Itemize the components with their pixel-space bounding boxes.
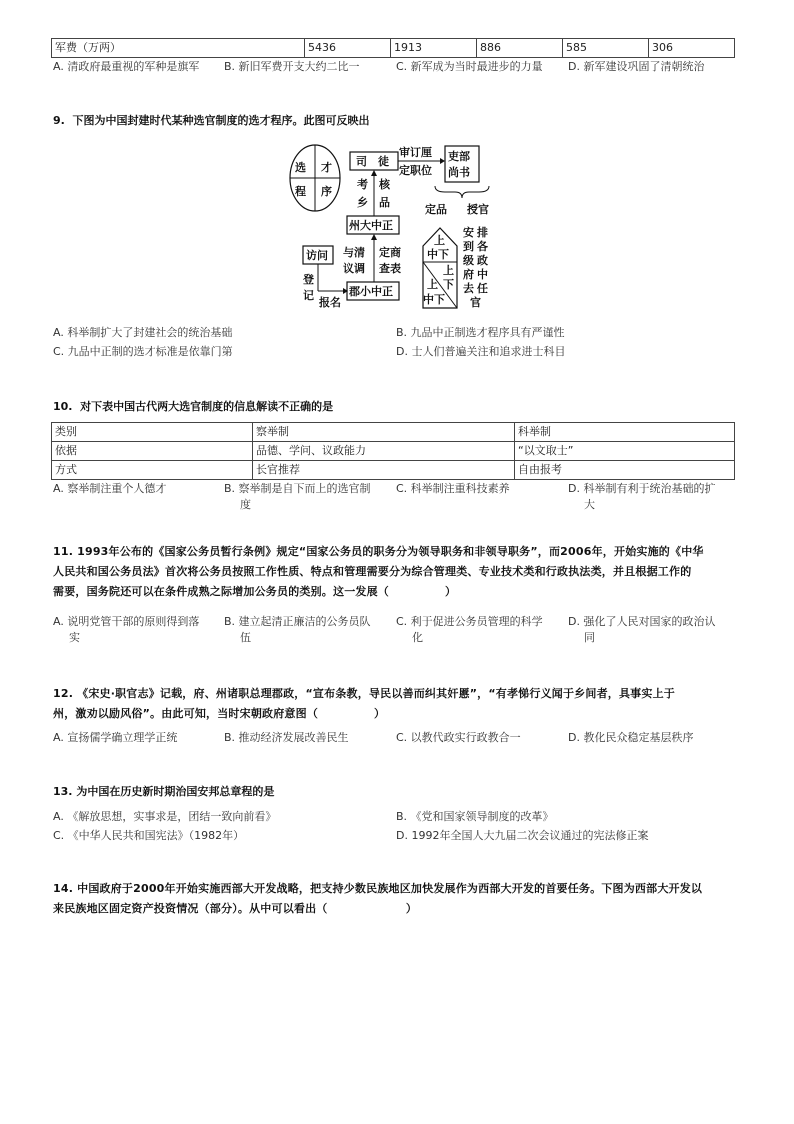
- q12-option-d[interactable]: D. 教化民众稳定基层秩序: [568, 731, 694, 744]
- q13-option-c[interactable]: C. 《中华人民共和国宪法》（1982年）: [53, 829, 245, 842]
- q8-option-d[interactable]: D. 新军建设巩固了清朝统治: [568, 60, 705, 73]
- q14-line: 来民族地区固定资产投资情况（部分）。从中可以看出（ ）: [53, 902, 418, 915]
- oval-char: 序: [321, 185, 332, 198]
- svg-text:排: 排: [477, 226, 488, 239]
- q12-stem: [53, 684, 743, 724]
- q10-option-c[interactable]: C. 科举制注重科技素养: [396, 482, 510, 495]
- q11-option-d-line1: D. 强化了人民对国家的政治认: [568, 615, 716, 628]
- table-cell: 品德、学问、议政能力: [253, 442, 515, 461]
- rank-label: 上: [434, 234, 445, 247]
- q12-line: 12. 《宋史·职官志》记载，府、州诸职总理郡政，“宣布条教，导民以善而纠其奸慝”，“有孝悌行义闻于乡间者，具事实上于: [53, 687, 675, 700]
- q11-option-b-line1: B. 建立起清正廉洁的公务员队: [224, 615, 371, 628]
- q10-number: 10.: [53, 400, 73, 413]
- oval-char: 程: [295, 185, 306, 198]
- q9-text: 下图为中国封建时代某种选官制度的选才程序。此图可反映出: [72, 114, 370, 127]
- q9-number: 9.: [53, 114, 65, 127]
- q9-option-a[interactable]: A. 科举制扩大了封建社会的统治基础: [53, 326, 233, 339]
- rank-label: 上: [443, 264, 454, 277]
- oval-char: 才: [321, 161, 332, 174]
- q14-line: 14. 中国政府于2000年开始实施西部大开发战略，把支持少数民族地区加快发展作为西部大开发的首要任务。下图为西部大开发以: [53, 882, 703, 895]
- ding-shang-label: 定商: [379, 246, 401, 259]
- cha-biao-label: 查表: [379, 262, 401, 275]
- table-cell: 察举制: [253, 423, 515, 442]
- q13-option-d[interactable]: D. 1992年全国人大九届二次会议通过的宪法修正案: [396, 829, 649, 842]
- q9-stem: [53, 111, 370, 131]
- table-cell: 类别: [52, 423, 253, 442]
- dingpin-label: 定品: [425, 203, 447, 216]
- table-cell: 长官推荐: [253, 461, 515, 480]
- q12-line: 州，激劝以励风俗”。由此可知，当时宋朝政府意图（ ）: [53, 707, 386, 720]
- q11-option-a[interactable]: [53, 614, 199, 646]
- xiang-label: 乡: [357, 196, 368, 209]
- svg-text:各: 各: [477, 240, 488, 253]
- q10-option-d[interactable]: [568, 481, 715, 513]
- table-cell: 自由报考: [515, 461, 735, 480]
- situ-label: 司 徒: [356, 155, 389, 168]
- q10-option-d-line1: D. 科举制有利于统治基础的扩: [568, 482, 716, 495]
- q11-option-b-line2: 伍: [240, 631, 251, 644]
- table-cell: 军费（万两）: [52, 39, 305, 58]
- shending-label: 审订厘: [399, 146, 432, 159]
- yu-qing-label: 与清: [343, 246, 365, 259]
- jun-zhongzheng-label: 郡小中正: [349, 285, 393, 298]
- svg-text:任: 任: [477, 282, 488, 295]
- svg-text:安: 安: [463, 226, 474, 239]
- zhou-zhongzheng-label: 州大中正: [349, 219, 393, 232]
- military-expense-table: [51, 38, 735, 58]
- q11-option-c-line1: C. 利于促进公务员管理的科学: [396, 615, 543, 628]
- baoming-label: 报名: [319, 296, 341, 309]
- rank-label: 下: [443, 278, 454, 291]
- q10-stem: [53, 397, 333, 417]
- q9-option-b[interactable]: B. 九品中正制选才程序具有严谨性: [396, 326, 565, 339]
- q11-option-c-line2: 化: [412, 631, 423, 644]
- q14-stem: [53, 879, 743, 919]
- q12-option-b[interactable]: B. 推动经济发展改善民生: [224, 731, 349, 744]
- anpai-text: [463, 225, 489, 309]
- table-row: [52, 39, 735, 58]
- q11-line: 人民共和国公务员法》首次将公务员按照工作性质、特点和管理需要分为综合管理类、专业技术类和行政执法类，并且根据工作的: [53, 565, 692, 578]
- q10-option-b-line1: B. 察举制是自下而上的选官制: [224, 482, 371, 495]
- q11-option-a-line1: A. 说明党管干部的原则得到落: [53, 615, 200, 628]
- yi-diao-label: 议调: [343, 262, 365, 275]
- pin-label: 品: [379, 196, 390, 209]
- table-row: [52, 461, 735, 480]
- q12-option-c[interactable]: C. 以教代政实行政教合一: [396, 731, 521, 744]
- table-cell: 依据: [52, 442, 253, 461]
- table-row: [52, 423, 735, 442]
- q10-option-a[interactable]: A. 察举制注重个人德才: [53, 482, 167, 495]
- shouguan-label: 授官: [467, 203, 489, 216]
- svg-text:官: 官: [470, 296, 481, 309]
- kao-label: 考: [357, 178, 368, 191]
- svg-text:政: 政: [477, 254, 488, 267]
- q13-option-a[interactable]: A. 《解放思想，实事求是，团结一致向前看》: [53, 810, 277, 823]
- fangwen-label: 访问: [306, 249, 328, 262]
- table-cell: 585: [563, 39, 649, 58]
- q8-option-c[interactable]: C. 新军成为当时最进步的力量: [396, 60, 543, 73]
- q10-option-b[interactable]: [224, 481, 371, 513]
- selection-system-table: [51, 422, 735, 480]
- rank-label: 中下: [423, 293, 445, 306]
- ji-label: 记: [303, 289, 314, 302]
- oval-char: 选: [295, 161, 306, 174]
- table-cell: 886: [477, 39, 563, 58]
- table-cell: 1913: [391, 39, 477, 58]
- q9-option-c[interactable]: C. 九品中正制的选才标准是依靠门第: [53, 345, 233, 358]
- svg-text:到: 到: [463, 240, 474, 253]
- q11-option-d[interactable]: [568, 614, 715, 646]
- table-cell: 科举制: [515, 423, 735, 442]
- q10-option-b-line2: 度: [240, 498, 251, 511]
- he-label: 核: [379, 178, 390, 191]
- libu-label: 吏部: [448, 150, 470, 163]
- q11-option-d-line2: 同: [584, 631, 595, 644]
- dingzhiwei-label: 定职位: [399, 164, 432, 177]
- q9-diagram: [285, 138, 510, 314]
- q11-line: 需要，国务院还可以在条件成熟之际增加公务员的类别。这一发展（ ）: [53, 585, 457, 598]
- q10-text: 对下表中国古代两大选官制度的信息解读不正确的是: [80, 400, 334, 413]
- libu-label: 尚书: [448, 166, 470, 179]
- svg-text:去: 去: [463, 282, 474, 295]
- rank-label: 上: [427, 278, 438, 291]
- rank-label: 中下: [427, 248, 449, 261]
- deng-label: 登: [303, 273, 314, 286]
- svg-text:中: 中: [477, 268, 488, 281]
- table-cell: 306: [649, 39, 735, 58]
- q11-line: 11. 1993年公布的《国家公务员暂行条例》规定“国家公务员的职务分为领导职务和非领导职务”，而2006年，开始实施的《中华: [53, 545, 704, 558]
- q13-option-b[interactable]: B. 《党和国家领导制度的改革》: [396, 810, 554, 823]
- svg-text:级: 级: [463, 254, 474, 267]
- q9-option-d[interactable]: D. 士人们普遍关注和追求进士科目: [396, 345, 566, 358]
- svg-text:府: 府: [463, 268, 474, 281]
- q10-option-d-line2: 大: [584, 498, 595, 511]
- q11-option-b[interactable]: [224, 614, 371, 646]
- table-cell: “以文取士”: [515, 442, 735, 461]
- q12-option-a[interactable]: A. 宣扬儒学确立理学正统: [53, 731, 178, 744]
- q11-option-a-line2: 实: [69, 631, 80, 644]
- q8-option-b[interactable]: B. 新旧军费开支大约二比一: [224, 60, 360, 73]
- table-row: [52, 442, 735, 461]
- q11-stem: [53, 542, 743, 602]
- table-cell: 5436: [305, 39, 391, 58]
- table-cell: 方式: [52, 461, 253, 480]
- q11-option-c[interactable]: [396, 614, 543, 646]
- q13-stem: 13. 为中国在历史新时期治国安邦总章程的是: [53, 785, 275, 798]
- q8-option-a[interactable]: A. 清政府最重视的军种是旗军: [53, 60, 200, 73]
